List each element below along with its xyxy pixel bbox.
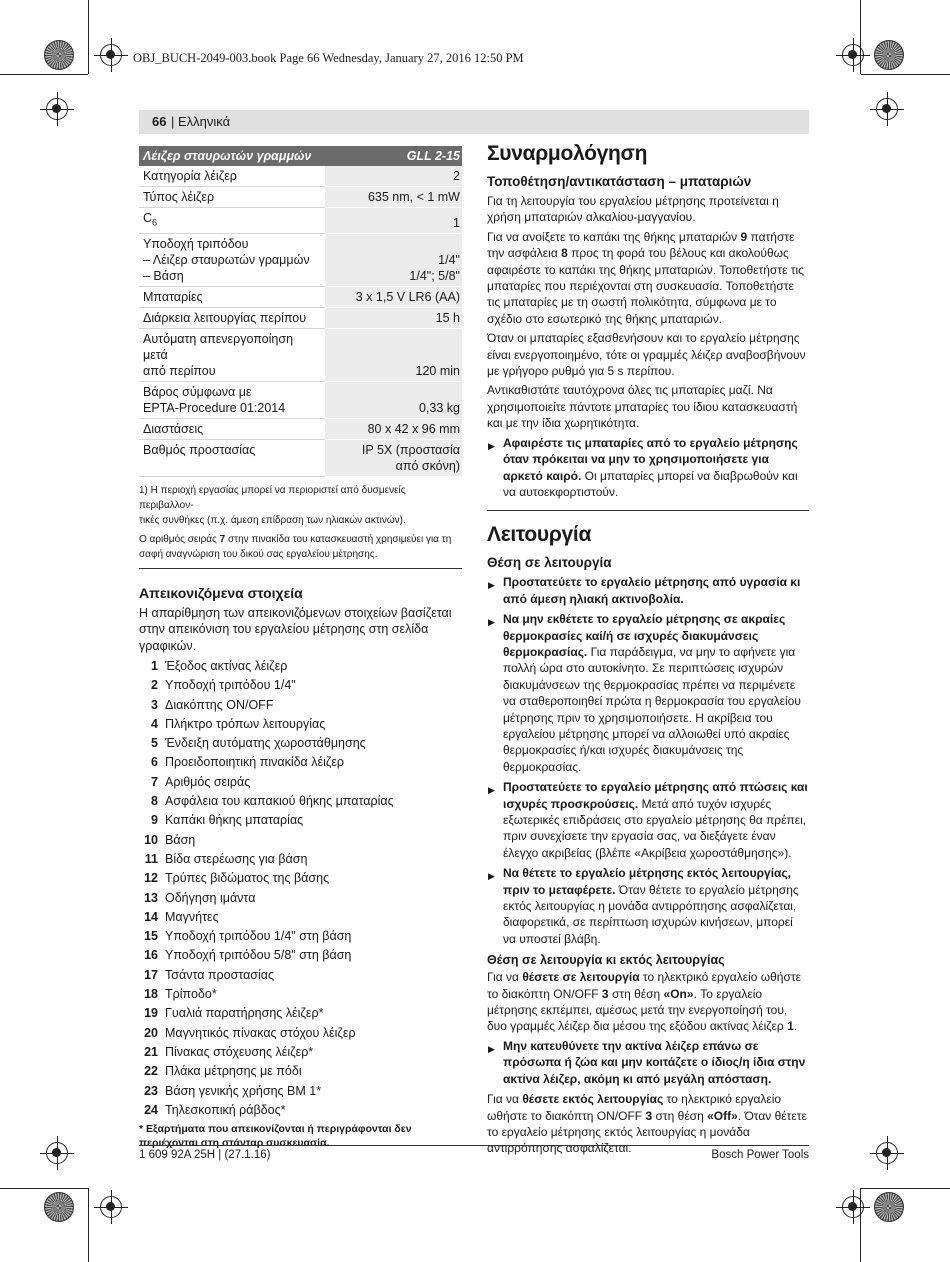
- switch-off-paragraph: Για να θέσετε εκτός λειτουργίας το ηλεκτρικό εργαλείο ωθήστε το διακόπτη ON/OFF 3 στη θέση «Off». Όταν θέτετε το εργαλείο μέτρησης εκτός λειτουργίας η μονάδα αντιρρόπησης ασφαλίζεται.: [487, 1092, 807, 1156]
- list-item: 21 Πίνακας στόχευσης λέιζερ*: [144, 1044, 314, 1059]
- spec-label: Διαστάσεις: [139, 418, 325, 439]
- footer-doc-id: 1 609 92A 25H | (27.1.16): [139, 1149, 271, 1161]
- list-item: 11 Βίδα στερέωσης για βάση: [144, 851, 308, 866]
- list-item: 10 Βάση: [144, 832, 196, 847]
- spec-row: [139, 286, 462, 307]
- spec-row: [139, 233, 462, 286]
- list-item: 23 Βάση γενικής χρήσης BM 1*: [144, 1083, 322, 1098]
- color-rosette-icon: [874, 1192, 904, 1222]
- crop-mark: [861, 1188, 950, 1189]
- list-item: 20 Μαγνητικός πίνακας στόχου λέιζερ: [144, 1025, 356, 1040]
- spec-label: Διάρκεια λειτουργίας περίπου: [139, 307, 325, 328]
- color-rosette-icon: [44, 1192, 74, 1222]
- spec-label: Αυτόματη απενεργοποίηση μετά από περίπου: [139, 328, 325, 381]
- spec-row: [139, 307, 462, 328]
- warning-item: ▶ Να μην εκθέτετε το εργαλείο μέτρησης σε ακραίες θερμοκρασίες καί/ή σε ισχυρές διακυμάνσεις θερμοκρασίας. Για παράδειγμα, να μην το αφήνετε για πολλή ώρα στο αυτοκίνητο. Σε περιπτώσεις ισχυρών διακυμάνσεων της θερμοκρασίας πρέπει να περιμένετε να σταθεροποιηθεί πρώτα η θερμοκρασία του εργαλείου μέτρησης πριν το χρησιμοποιήσετε. Η ακρίβεια του εργαλείου μέτρησης μπορεί να αλλοιωθεί υπό ακραίες θερμοκρασίες ή/και ισχυρές διακυμάνσεις της θερμοκρασίας.: [488, 612, 801, 774]
- registration-mark-icon: [876, 1142, 898, 1164]
- assembly-paragraph: Για να ανοίξετε το καπάκι της θήκης μπαταριών 9 πατήστε την ασφάλεια 8 προς τη φορά του βέλους και ακολούθως αφαιρέστε το καπάκι της θήκης μπαταριών. Τοποθετήστε τις μπαταρίες που περιέχονται στη συσκευασία. Τοποθετήστε τις μπαταρίες με τη σωστή πολικότητα, σύμφωνα με το σχέδιο στο εσωτερικό της θήκης μπαταριών.: [487, 229, 804, 326]
- list-item: 13 Οδήγηση ιμάντα: [144, 890, 256, 905]
- list-item: 1 Έξοδος ακτίνας λέιζερ: [151, 659, 288, 673]
- footnote-2: Ο αριθμός σειράς 7 στην πινακίδα του κατασκευαστή χρησιμεύει για τη σαφή αναγνώριση του δικού σας εργαλείου μέτρησης.: [139, 533, 452, 560]
- startup-subheading: Θέση σε λειτουργία: [487, 555, 612, 571]
- spec-value: 1/4" 1/4"; 5/8": [325, 233, 462, 286]
- spec-value: 80 x 42 x 96 mm: [325, 418, 462, 439]
- list-item: 8 Ασφάλεια του καπακιού θήκης μπαταρίας: [151, 794, 394, 809]
- spec-label: $C_6$: [139, 208, 325, 234]
- triangle-bullet-icon: ▶: [488, 580, 495, 591]
- triangle-bullet-icon: ▶: [488, 871, 495, 882]
- footer-divider: [139, 1145, 809, 1146]
- list-item: 24 Τηλεσκοπική ράβδος*: [144, 1102, 286, 1117]
- left-column: [139, 146, 462, 1150]
- page-number: 66: [152, 114, 167, 129]
- page-header-bar: [139, 110, 809, 134]
- divider: [487, 510, 809, 511]
- spec-row: [139, 166, 462, 187]
- spec-value: 15 h: [325, 307, 462, 328]
- footnote-1: 1) Η περιοχή εργασίας μπορεί να περιοριστεί από δυσμενείς περιβαλλον- τικές συνθήκες (π.χ. άμεση επίδραση των ηλιακών ακτινών).: [139, 484, 406, 526]
- list-item: 5 Ένδειξη αυτόματης χωροστάθμησης: [151, 736, 366, 751]
- registration-mark-icon: [100, 1196, 122, 1218]
- list-item: 2 Υποδοχή τριπόδου 1/4": [151, 678, 296, 693]
- list-item: 19 Γυαλιά παρατήρησης λέιζερ*: [144, 1006, 324, 1021]
- list-item: 18 Τρίποδο*: [144, 987, 217, 1002]
- spec-row: [139, 328, 462, 381]
- operation-heading: Λειτουργία: [487, 523, 592, 547]
- color-rosette-icon: [874, 40, 904, 70]
- spec-label: Υποδοχή τριπόδου – Λέιζερ σταυρωτών γραμμών – Βάση: [139, 233, 325, 286]
- registration-mark-icon: [842, 1196, 864, 1218]
- right-column: [487, 142, 809, 1160]
- spec-value: 120 min: [325, 328, 462, 381]
- crop-mark: [0, 1188, 88, 1189]
- registration-mark-icon: [46, 98, 68, 120]
- spec-row: [139, 381, 462, 418]
- triangle-bullet-icon: ▶: [488, 1043, 495, 1054]
- triangle-bullet-icon: ▶: [488, 617, 495, 628]
- crop-mark: [0, 74, 88, 75]
- list-item: 9 Καπάκι θήκης μπαταρίας: [151, 813, 304, 828]
- list-item: 22 Πλάκα μέτρησης με πόδι: [144, 1064, 302, 1079]
- list-item: 6 Προειδοποιητική πινακίδα λέιζερ: [151, 755, 345, 770]
- spec-table: [139, 146, 462, 477]
- warning-item: ▶ Προστατεύετε το εργαλείο μέτρησης από υγρασία κι από άμεση ηλιακή ακτινοβολία.: [488, 575, 801, 606]
- assembly-paragraph: Αντικαθιστάτε ταυτόχρονα όλες τις μπαταρίες μαζί. Να χρησιμοποιείτε πάντοτε μπαταρίες του ίδιου κατασκευαστή και με την ίδια χωρητικότητα.: [487, 383, 798, 431]
- spec-row: [139, 187, 462, 208]
- triangle-bullet-icon: ▶: [488, 785, 495, 796]
- battery-subheading: Τοποθέτηση/αντικατάσταση – μπαταριών: [487, 174, 752, 189]
- registration-mark-icon: [46, 1142, 68, 1164]
- components-list: [139, 657, 462, 1120]
- assembly-paragraph: Για τη λειτουργία του εργαλείου μέτρησης προτείνεται η χρήση μπαταριών αλκαλίου-μαγγανίου.: [487, 194, 779, 225]
- spec-label: Βάρος σύμφωνα με EPTA-Procedure 01:2014: [139, 381, 325, 418]
- assembly-paragraph: Όταν οι μπαταρίες εξασθενήσουν και το εργαλείο μέτρησης είναι ενεργοποιημένο, τότε οι γραμμές λέιζερ αναβοσβήνουν με γρήγορο ρυθμό για 5 s περίπου.: [487, 331, 806, 379]
- list-item: 17 Τσάντα προστασίας: [144, 967, 275, 982]
- spec-header-label: Λέιζερ σταυρωτών γραμμών: [139, 146, 325, 166]
- accessory-note: * Εξαρτήματα που απεικονίζονται ή περιγράφονται δεν περιέχονται στη στάνταρ συσκευασία.: [139, 1123, 412, 1150]
- list-item: 4 Πλήκτρο τρόπων λειτουργίας: [151, 716, 326, 731]
- spec-header-value: GLL 2-15: [325, 146, 462, 166]
- registration-mark-icon: [876, 98, 898, 120]
- crop-mark: [861, 74, 950, 75]
- spec-footnotes: [139, 483, 462, 562]
- spec-value: 1: [325, 208, 462, 234]
- footer-brand: Bosch Power Tools: [711, 1149, 809, 1161]
- spec-value: 0,33 kg: [325, 381, 462, 418]
- warning-item: ▶ Προστατεύετε το εργαλείο μέτρησης από πτώσεις και ισχυρές προσκρούσεις. Μετά από τυχόν ισχυρές εξωτερικές επιδράσεις στο εργαλείο μέτρησης θα πρέπει, πριν συνεχίσετε την εργασία σας, να διεξάγετε έναν έλεγχο ακριβείας (βλέπε «Ακρίβεια χωροστάθμησης»).: [488, 780, 808, 860]
- list-item: 3 Διακόπτης ON/OFF: [151, 697, 274, 712]
- warning-item: ▶ Να θέτετε το εργαλείο μέτρησης εκτός λειτουργίας, πριν το μεταφέρετε. Όταν θέτετε το εργαλείο μέτρησης εκτός λειτουργίας η μονάδα αντιρρόπησης ασφαλίζεται, διαφορετικά, σε περίπτωση ισχυρών κινήσεων, μπορεί να υποστεί βλάβη.: [488, 866, 799, 946]
- list-item: 12 Τρύπες βιδώματος της βάσης: [144, 871, 330, 886]
- components-heading: Απεικονιζόμενα στοιχεία: [139, 584, 303, 601]
- on-off-subheading: Θέση σε λειτουργία κι εκτός λειτουργίας: [487, 953, 725, 968]
- divider: [139, 568, 462, 569]
- print-header: OBJ_BUCH-2049-003.book Page 66 Wednesday, January 27, 2016 12:50 PM: [133, 51, 524, 65]
- registration-mark-icon: [842, 44, 864, 66]
- list-item: 7 Αριθμός σειράς: [151, 774, 251, 789]
- components-intro: Η απαρίθμηση των απεικονιζόμενων στοιχείων βασίζεται στην απεικόνιση του εργαλείου μέτρησης στη σελίδα γραφικών.: [139, 605, 452, 653]
- crop-mark: [88, 0, 89, 74]
- list-item: 16 Υποδοχή τριπόδου 5/8" στη βάση: [144, 948, 352, 963]
- triangle-bullet-icon: ▶: [488, 440, 495, 451]
- warning-item: ▶ Αφαιρέστε τις μπαταρίες από το εργαλείο μέτρησης όταν πρόκειται να μην το χρησιμοποιήσετε για αρκετό καιρό. Οι μπαταρίες μπορεί να διαβρωθούν και να αυτοεκφορτιστούν.: [488, 435, 798, 499]
- spec-label: Τύπος λέιζερ: [139, 187, 325, 208]
- spec-value: IP 5X (προστασία από σκόνη): [325, 439, 462, 476]
- color-rosette-icon: [44, 40, 74, 70]
- crop-mark: [88, 1188, 89, 1262]
- assembly-heading: Συναρμολόγηση: [487, 142, 648, 165]
- spec-value: 3 x 1,5 V LR6 (AA): [325, 286, 462, 307]
- registration-mark-icon: [100, 44, 122, 66]
- spec-label: Μπαταρίες: [139, 286, 325, 307]
- spec-row: [139, 418, 462, 439]
- list-item: 14 Μαγνήτες: [144, 909, 219, 924]
- switch-on-paragraph: Για να θέσετε σε λειτουργία το ηλεκτρικό εργαλείο ωθήστε το διακόπτη ON/OFF 3 στη θέση «On». Το εργαλείο μέτρησης εκπέμπει, αμέσως μετά την ενεργοποίησή του, δυο γραμμές λέιζερ δια μέσου της εξόδου ακτίνας λέιζερ 1.: [487, 970, 801, 1034]
- spec-value: 2: [325, 166, 462, 187]
- spec-row: [139, 439, 462, 476]
- spec-label: Κατηγορία λέιζερ: [139, 166, 325, 187]
- spec-row: [139, 208, 462, 234]
- page-language: | Ελληνικά: [171, 114, 231, 129]
- spec-value: 635 nm, < 1 mW: [325, 187, 462, 208]
- warning-item: ▶ Μην κατευθύνετε την ακτίνα λέιζερ επάνω σε πρόσωπα ή ζώα και μην κοιτάζετε ο ίδιος/η ίδια στην ακτίνα λέιζερ, ακόμη κι από μεγάλη απόσταση.: [488, 1038, 806, 1086]
- spec-label: Βαθμός προστασίας: [139, 439, 325, 476]
- list-item: 15 Υποδοχή τριπόδου 1/4" στη βάση: [144, 929, 352, 944]
